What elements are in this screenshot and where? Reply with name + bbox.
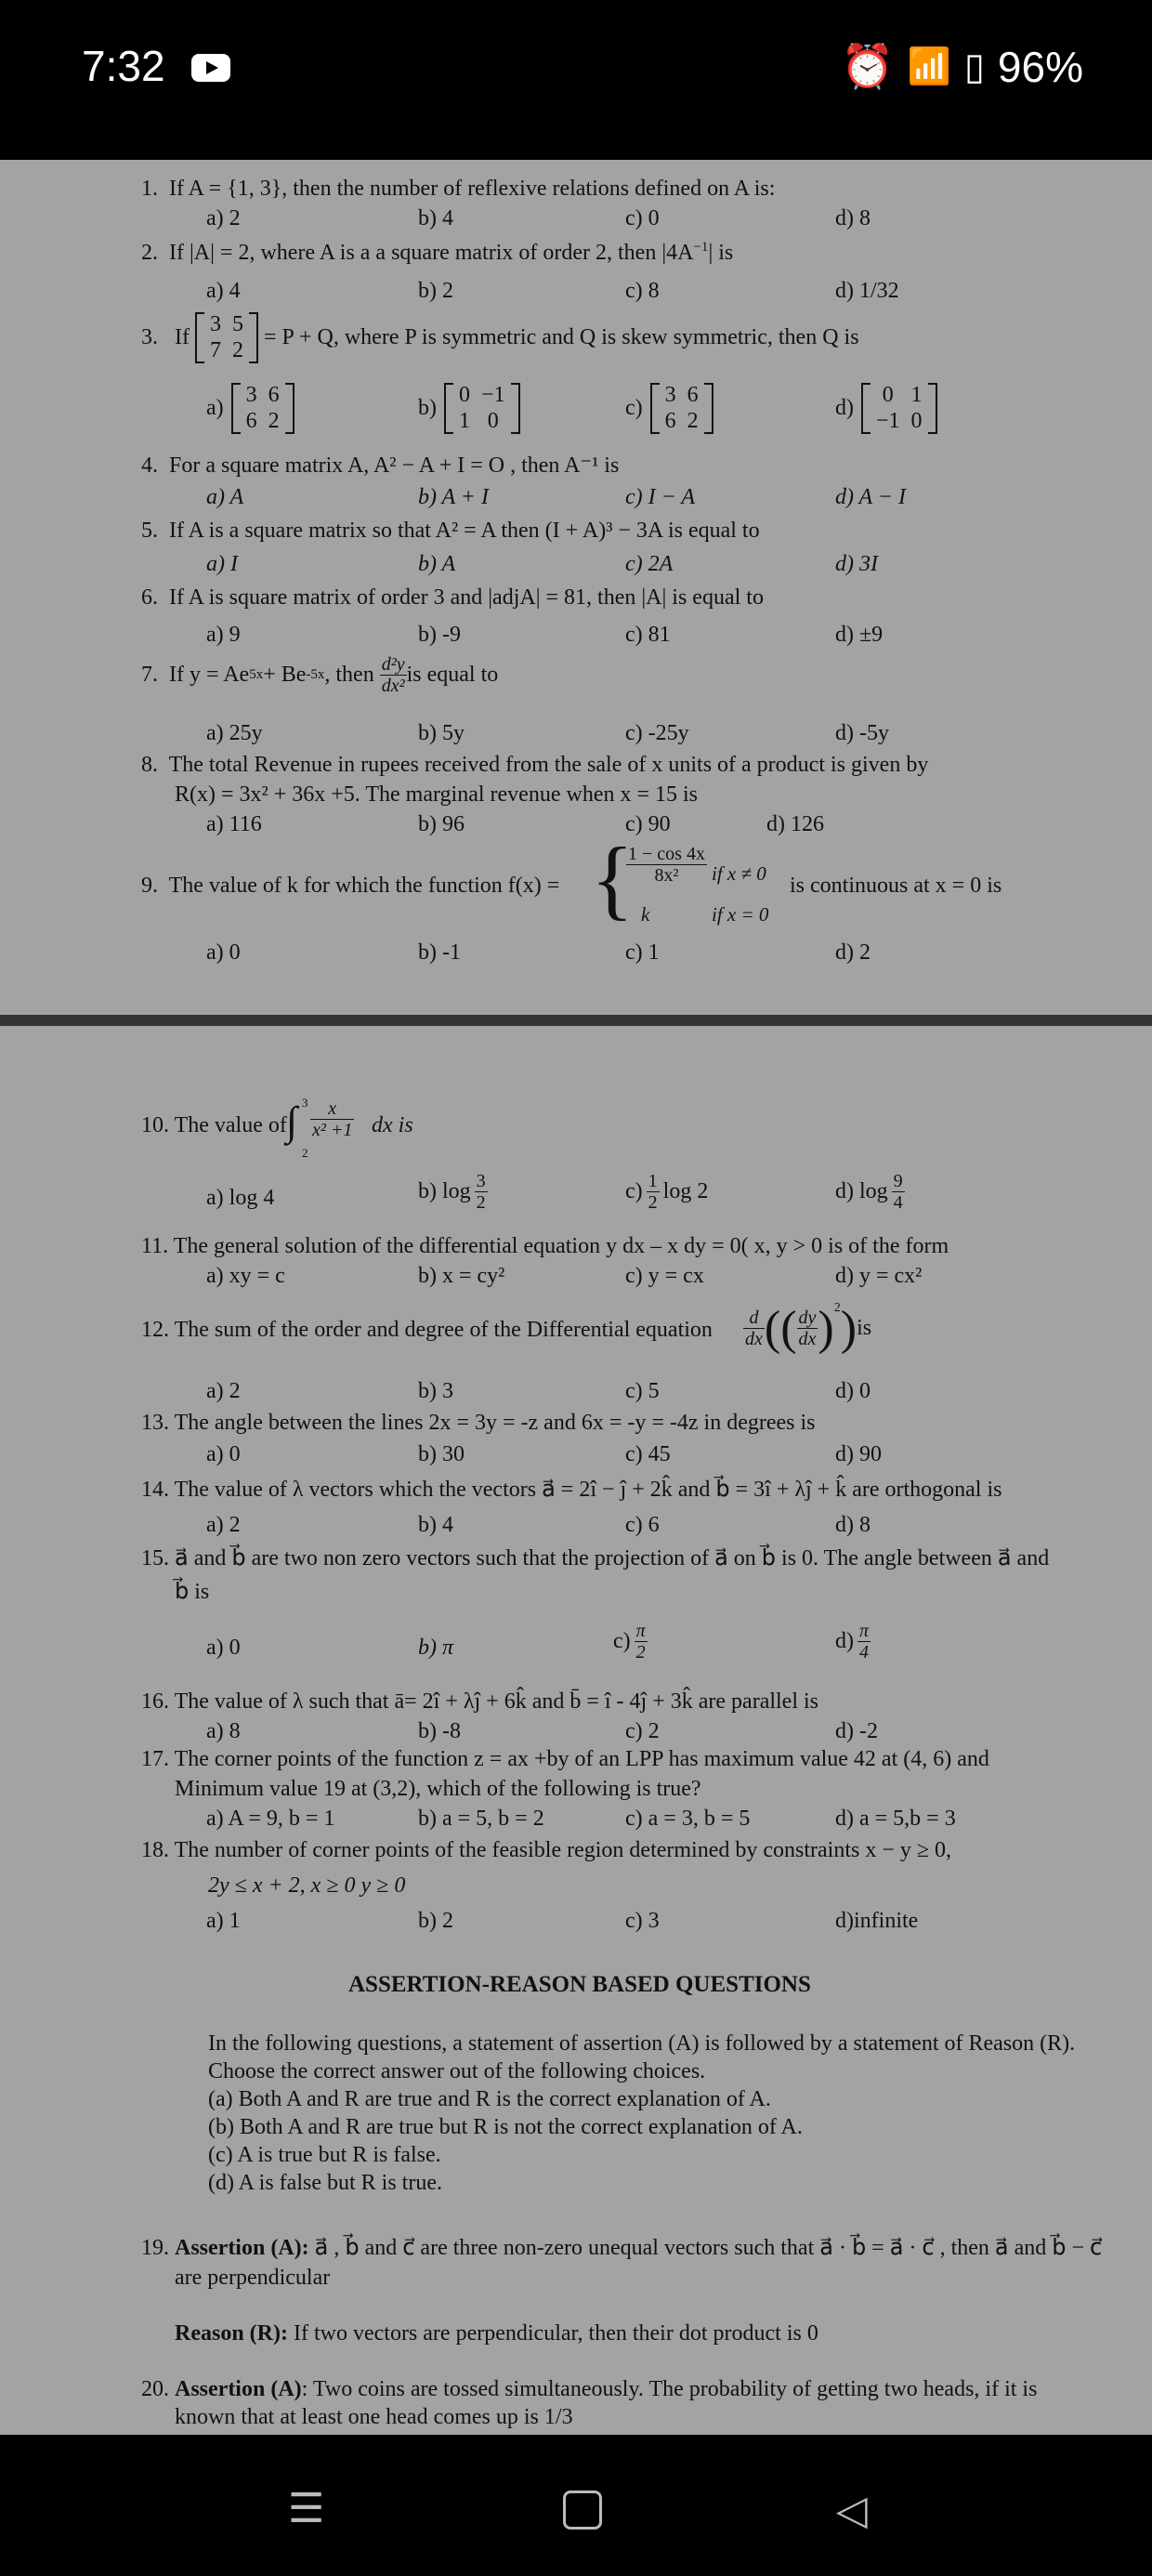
q8-option-d[interactable]: d) 126 (766, 812, 824, 836)
q12-option-d[interactable]: d) 0 (835, 1379, 871, 1403)
q8-option-b[interactable]: b) 96 (418, 812, 465, 836)
status-icons (841, 41, 1083, 92)
question-10: 10. The value of (141, 1113, 287, 1137)
q15-option-a[interactable]: a) 0 (206, 1636, 241, 1660)
alarm-icon: ⏰ (841, 42, 895, 90)
question-3: 3. If 3 5 7 2 = P + Q, where P is symmetric and Q is skew symmetric, then Q is (141, 312, 859, 362)
question-7: 7. If y = Ae 5x + Be -5x , then $\frac{\text{d²y}}{\text{dx²}}$ is equal to (141, 654, 499, 696)
q6-option-d[interactable]: d) ±9 (835, 623, 884, 647)
question-8-line-2: R(x) = 3x² + 36x +5. The marginal revenue when x = 15 is (175, 782, 699, 807)
q2-option-b[interactable]: b) 2 (418, 279, 453, 303)
q18-option-d[interactable]: d)infinite (835, 1909, 919, 1933)
q12-option-a[interactable]: a) 2 (206, 1379, 241, 1403)
q17-option-d[interactable]: d) a = 5,b = 3 (835, 1807, 956, 1831)
q9-case-1-condition: if x ≠ 0 (712, 862, 766, 885)
q14-option-c[interactable]: c) 6 (625, 1513, 660, 1537)
question-17-line-2: Minimum value 19 at (3,2), which of the following is true? (175, 1777, 701, 1801)
question-2: 2. If |A| = 2, where A is a a square matrix of order 2, then $|4A^{-1}|$ is (141, 240, 734, 265)
q10-tail: dx is (372, 1113, 413, 1137)
q8-option-c[interactable]: c) 90 (625, 812, 671, 836)
q15-option-c[interactable]: c) $\frac{\pi}{2}$ (613, 1621, 646, 1663)
q14-option-b[interactable]: b) 4 (418, 1513, 453, 1537)
back-icon[interactable]: ◁ (836, 2487, 868, 2534)
integral-upper: 3 (302, 1096, 308, 1110)
battery-icon: ▯ (963, 46, 985, 87)
q6-option-b[interactable]: b) -9 (418, 623, 461, 647)
question-18-line-2: 2y ≤ x + 2, x ≥ 0 y ≥ 0 (208, 1873, 406, 1898)
q9-case-2-condition: if x = 0 (712, 903, 769, 926)
q13-option-c[interactable]: c) 45 (625, 1442, 671, 1466)
q7-option-a[interactable]: a) 25y (206, 721, 263, 745)
q16-option-b[interactable]: b) -8 (418, 1719, 461, 1743)
recent-apps-icon[interactable]: ☰ (288, 2485, 325, 2532)
q7-option-c[interactable]: c) -25y (625, 721, 689, 745)
youtube-icon (191, 54, 230, 82)
question-19-line-2: are perpendicular (175, 2266, 331, 2290)
ar-choice-b: (b) Both A and R are true but R is not the correct explanation of A. (208, 2115, 803, 2139)
q12-option-b[interactable]: b) 3 (418, 1379, 453, 1403)
q2-option-a[interactable]: a) 4 (206, 279, 241, 303)
q9-case-2: k (641, 903, 650, 926)
q15-option-b[interactable]: b) π (418, 1636, 454, 1660)
q5-option-d[interactable]: d) 3I (835, 552, 878, 576)
q3-matrix: 3 5 7 2 (195, 312, 258, 363)
q6-option-a[interactable]: a) 9 (206, 623, 241, 647)
question-4: 4. For a square matrix A, A² − A + I = O , then A⁻¹ is (141, 453, 620, 478)
q16-option-d[interactable]: d) -2 (835, 1719, 878, 1743)
q10-option-c[interactable]: c) $\frac{1}{2}$ log 2 (625, 1171, 709, 1213)
q2-option-c[interactable]: c) 8 (625, 279, 660, 303)
q9-brace: { (591, 829, 635, 928)
q18-option-a[interactable]: a) 1 (206, 1909, 241, 1933)
section-heading: ASSERTION-REASON BASED QUESTIONS (348, 1972, 811, 1997)
q9-option-d[interactable]: d) 2 (835, 940, 871, 965)
page-divider (0, 1015, 1152, 1026)
q13-option-a[interactable]: a) 0 (206, 1442, 241, 1466)
q17-option-a[interactable]: a) A = 9, b = 1 (206, 1807, 335, 1831)
q1-option-b[interactable]: b) 4 (418, 206, 453, 230)
q15-option-d[interactable]: d) $\frac{\pi}{4}$ (835, 1621, 870, 1663)
ar-choice-a: (a) Both A and R are true and R is the correct explanation of A. (208, 2087, 771, 2111)
question-16: 16. The value of λ such that ā= 2î + λĵ + 6k̂ and b̄ = î - 4ĵ + 3k̂ are parallel is (141, 1689, 819, 1714)
q18-option-c[interactable]: c) 3 (625, 1909, 660, 1933)
question-15: 15. a⃗ and b⃗ are two non zero vectors such that the projection of a⃗ on b⃗ is 0. The angle between a⃗ and (141, 1546, 1050, 1571)
ar-intro-line-2: Choose the correct answer out of the following choices. (208, 2059, 706, 2083)
q16-option-a[interactable]: a) 8 (206, 1719, 241, 1743)
question-20-line-2: known that at least one head comes up is 1/3 (175, 2405, 573, 2429)
q3-option-b[interactable]: b) 0 −1 1 0 (418, 383, 520, 434)
question-8: 8. The total Revenue in rupees received from the sale of x units of a product is given by (141, 753, 929, 777)
q9-option-c[interactable]: c) 1 (625, 940, 660, 965)
ar-choice-d: (d) A is false but R is true. (208, 2171, 442, 2195)
question-1: 1. If A = {1, 3}, then the number of reflexive relations defined on A is: (141, 177, 776, 201)
q11-option-c[interactable]: c) y = cx (625, 1264, 704, 1288)
q4-option-b[interactable]: b) A + I (418, 485, 489, 509)
question-13: 13. The angle between the lines 2x = 3y = -z and 6x = -y = -4z in degrees is (141, 1411, 816, 1435)
q11-option-a[interactable]: a) xy = c (206, 1264, 285, 1288)
q4-option-c[interactable]: c) I − A (625, 485, 696, 509)
document-page-1 (0, 160, 1152, 1015)
q3-option-d[interactable]: d) 0 1 −1 0 (835, 383, 937, 434)
status-bar (0, 0, 1152, 160)
integral-lower: 2 (302, 1146, 308, 1160)
q13-option-b[interactable]: b) 30 (418, 1442, 465, 1466)
question-20: 20. Assertion (A): Two coins are tossed simultaneously. The probability of getting two heads, if it is (141, 2377, 1038, 2401)
document-page-2 (0, 1026, 1152, 2435)
q7-option-b[interactable]: b) 5y (418, 721, 465, 745)
q19-reason: Reason (R): If two vectors are perpendicular, then their dot product is 0 (175, 2321, 818, 2346)
ar-choice-c: (c) A is true but R is false. (208, 2143, 441, 2167)
q4-option-d[interactable]: d) A − I (835, 485, 906, 509)
q9-option-a[interactable]: a) 0 (206, 940, 241, 965)
question-17: 17. The corner points of the function z = ax +by of an LPP has maximum value 42 at (4, 6) and (141, 1747, 989, 1771)
q13-option-d[interactable]: d) 90 (835, 1442, 882, 1466)
q3-option-a[interactable]: a) 3 6 6 2 (206, 383, 295, 434)
q4-option-a[interactable]: a) A (206, 485, 244, 509)
q14-option-d[interactable]: d) 8 (835, 1513, 871, 1537)
integral-sign: ∫ (286, 1098, 298, 1144)
q10-fraction: $\frac{x}{\text{x² +1}}$ (312, 1098, 353, 1140)
q6-option-c[interactable]: c) 81 (625, 623, 671, 647)
home-icon[interactable] (563, 2491, 602, 2530)
question-14: 14. The value of λ vectors which the vectors a⃗ = 2î − ĵ + 2k̂ and b⃗ = 3î + λĵ + k̂ are orthogonal is (141, 1478, 1002, 1502)
navigation-bar (0, 2435, 1152, 2576)
q16-option-c[interactable]: c) 2 (625, 1719, 660, 1743)
ar-intro-line-1: In the following questions, a statement of assertion (A) is followed by a statement of Reason (R). (208, 2031, 1076, 2056)
question-5: 5. If A is a square matrix so that A² = A then (I + A)³ − 3A is equal to (141, 519, 760, 543)
q14-option-a[interactable]: a) 2 (206, 1513, 241, 1537)
q3-option-c[interactable]: c) 3 6 6 2 (625, 383, 713, 434)
clock: 7:32 (82, 42, 165, 90)
question-18: 18. The number of corner points of the feasible region determined by constraints x − y ≥ 0, (141, 1838, 952, 1862)
q5-option-b[interactable]: b) A (418, 552, 456, 576)
question-6: 6. If A is square matrix of order 3 and |adjA| = 81, then |A| is equal to (141, 585, 764, 610)
q12-option-c[interactable]: c) 5 (625, 1379, 660, 1403)
question-11: 11. The general solution of the differential equation y dx – x dy = 0( x, y > 0 is of the form (141, 1234, 949, 1258)
q11-option-b[interactable]: b) x = cy² (418, 1264, 505, 1288)
q5-option-a[interactable]: a) I (206, 552, 238, 576)
q1-option-c[interactable]: c) 0 (625, 206, 660, 230)
q1-option-d[interactable]: d) 8 (835, 206, 871, 230)
q5-option-c[interactable]: c) 2A (625, 552, 674, 576)
q1-option-a[interactable]: a) 2 (206, 206, 241, 230)
q2-option-d[interactable]: d) 1/32 (835, 279, 899, 303)
wifi-icon: 📶 (907, 46, 951, 86)
q12-equation: $\frac{d}{dx}$ (( $\frac{dy}{dx}$ ) $^2$ ) is (745, 1301, 872, 1355)
question-15-line-2: b⃗ is (175, 1580, 210, 1604)
battery-level: 96% (997, 42, 1083, 91)
q9-case-1: $\frac{1 - \cos 4x}{\text{8x²}}$ (628, 844, 705, 886)
q7-option-d[interactable]: d) -5y (835, 721, 889, 745)
q8-option-a[interactable]: a) 116 (206, 812, 262, 836)
q18-option-b[interactable]: b) 2 (418, 1909, 453, 1933)
question-9: 9. The value of k for which the function f(x) = (141, 874, 560, 898)
q11-option-d[interactable]: d) y = cx² (835, 1264, 923, 1288)
q9-tail: is continuous at x = 0 is (790, 874, 1002, 898)
q9-option-b[interactable]: b) -1 (418, 940, 461, 965)
q17-option-b[interactable]: b) a = 5, b = 2 (418, 1807, 544, 1831)
q10-option-d[interactable]: d) log $\frac{9}{4}$ (835, 1171, 903, 1213)
question-12: 12. The sum of the order and degree of the Differential equation (141, 1318, 713, 1342)
question-19: 19. Assertion (A): a⃗ , b⃗ and c⃗ are three non-zero unequal vectors such that a⃗ · b⃗ = a⃗ · c⃗ , then a⃗ and b⃗ − c⃗ (141, 2236, 1103, 2260)
q10-option-b[interactable]: b) log $\frac{3}{2}$ (418, 1171, 486, 1213)
q17-option-c[interactable]: c) a = 3, b = 5 (625, 1807, 751, 1831)
q10-option-a[interactable]: a) log 4 (206, 1186, 275, 1210)
